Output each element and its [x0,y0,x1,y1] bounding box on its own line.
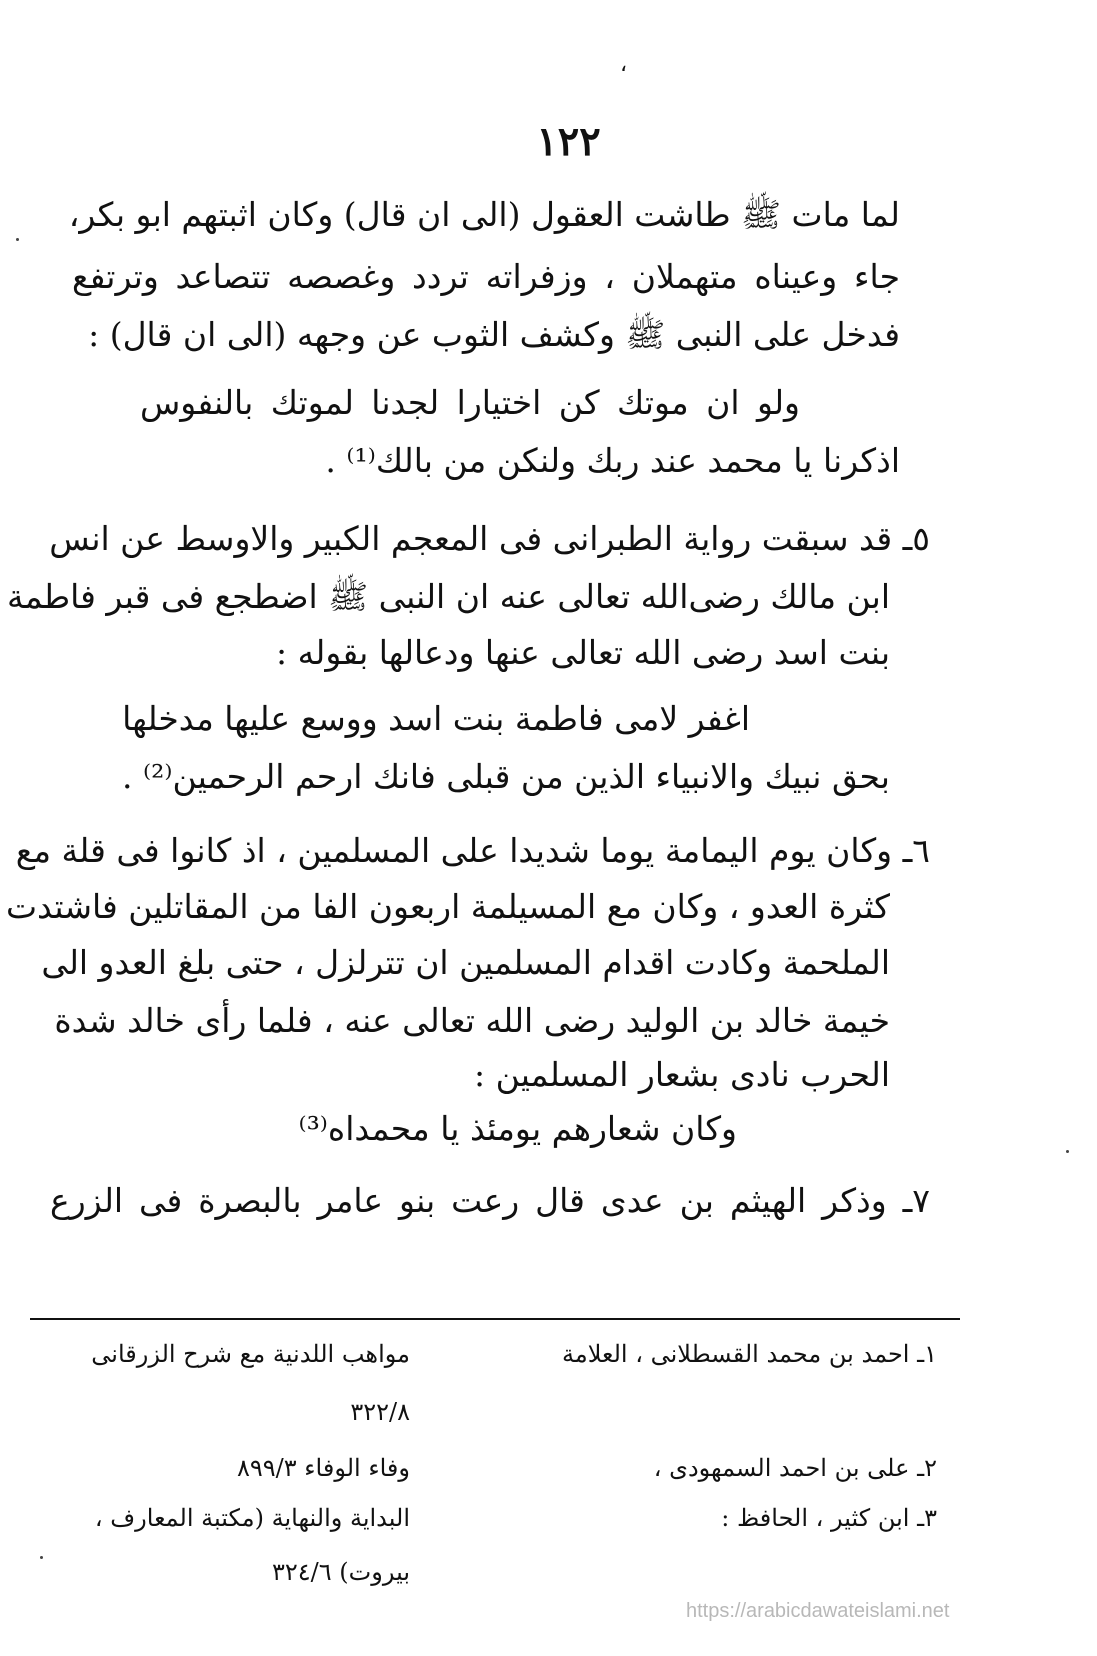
item-5-line-3: بنت اسد رضى الله تعالى عنها ودعالها بقوله : [275,633,890,672]
item-6-line-5: الحرب نادى بشعار المسلمين : [474,1055,890,1094]
footnote-3-ref: بيروت) ٣٢٤/٦ [272,1558,410,1586]
footnote-divider [30,1318,960,1320]
scan-speck [16,238,19,241]
verse-3-line-1: وكان شعارهم يومئذ يا محمداه⁽³⁾ [298,1109,737,1148]
top-mark: ، [620,52,628,77]
item-6-line-2: كثرة العدو ، وكان مع المسيلمة اربعون الفا من المقاتلين فاشتدت [5,887,890,926]
footnote-1-work: مواهب اللدنية مع شرح الزرقانى [91,1340,410,1368]
verse-2-line-1: اغفر لامى فاطمة بنت اسد ووسع عليها مدخلها [122,699,750,738]
body-line-3: فدخل على النبى ﷺ وكشف الثوب عن وجهه (الى ان قال) : [88,315,900,354]
scan-speck [1066,1150,1069,1153]
footnote-3-author: ٣ـ ابن كثير ، الحافظ : [721,1504,937,1532]
verse-line-2: اذكرنا يا محمد عند ربك ولنكن من بالك⁽¹⁾ . [325,441,900,480]
footnote-2-author: ٢ـ على بن احمد السمهودى ، [653,1454,937,1482]
scan-speck [40,1556,43,1559]
item-7-line-1: ٧ـ وذكر الهيثم بن عدى قال رعت بنو عامر بالبصرة فى الزرع [50,1181,930,1220]
item-5-line-2: ابن مالك رضى‌الله تعالى عنه ان النبى ﷺ اضطجع فى قبر فاطمة [7,577,890,616]
verse-2-line-2: بحق نبيك والانبياء الذين من قبلى فانك ارحم الرحمين⁽²⁾ . [122,757,890,796]
page-number: ١٢٢ [536,118,601,165]
body-line-1: لما مات ﷺ طاشت العقول (الى ان قال) وكان اثبتهم ابو بكر، [68,195,900,234]
item-6-line-3: الملحمة وكادت اقدام المسلمين ان تترلزل ، حتى بلغ العدو الى [41,943,890,982]
footnote-1-ref: ٣٢٢/٨ [350,1398,410,1426]
item-6-line-4: خيمة خالد بن الوليد رضى الله تعالى عنه ، فلما رأى خالد شدة [54,1001,890,1040]
footnote-2-work: وفاء الوفاء ٨٩٩/٣ [236,1454,410,1482]
watermark-url: https://arabicdawateislami.net [686,1600,950,1622]
body-line-2: جاء وعيناه متهملان ، وزفراته تردد وغصصه تتصاعد وترتفع [72,257,900,296]
footnote-1-author: ١ـ احمد بن محمد القسطلانى ، العلامة [561,1340,937,1368]
footnote-3-work: البداية والنهاية (مكتبة المعارف ، [94,1504,410,1532]
verse-line-1: ولو ان موتك كن اختيارا لجدنا لموتك بالنفوس [140,383,800,422]
item-5-line-1: ٥ـ قد سبقت رواية الطبرانى فى المعجم الكبير والاوسط عن انس [49,519,930,558]
item-6-line-1: ٦ـ وكان يوم اليمامة يوما شديدا على المسلمين ، اذ كانوا فى قلة مع [15,831,930,870]
